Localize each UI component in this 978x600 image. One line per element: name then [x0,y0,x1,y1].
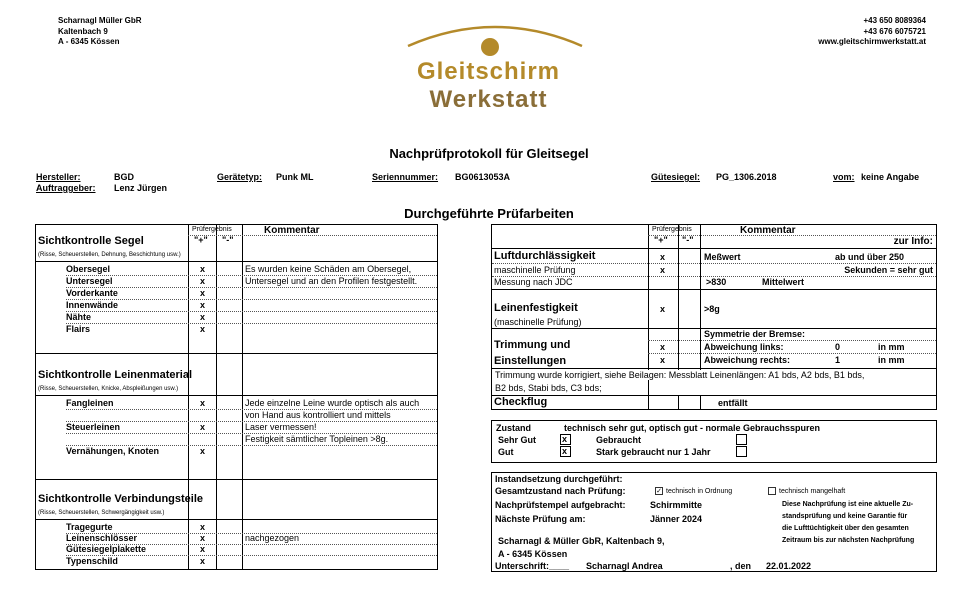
plus-header: "+" [194,235,208,245]
abw-rechts-value: 1 [835,355,841,365]
verb-row-label: Typenschild [66,556,118,566]
segel-row-label: Flairs [66,324,91,334]
company-contact [818,16,926,48]
luft-sub-2: Messung nach JDC [494,277,573,287]
verbindung-subtitle: (Risse, Scheuerstellen, Schwergängigkeit usw.) [38,510,165,516]
plus-header: "+" [654,235,668,245]
leinen-row-comment: Jede einzelne Leine wurde optisch als auch [245,398,420,408]
den-label: , den [730,561,752,571]
kommentar-header: Kommentar [264,225,320,236]
segel-row-label: Innenwände [66,300,119,310]
trim-plus-2: x [660,355,666,365]
minus-header: "-" [222,235,234,245]
segel-subtitle: (Risse, Scheuerstellen, Dehnung, Beschichtung usw.) [38,252,181,258]
right-check-table [491,224,937,410]
leinen-subtitle: (Risse, Scheuerstellen, Knicke, Abspleißungen usw.) [38,386,179,392]
vom-label: vom: [833,172,855,182]
logo-glider-icon [400,14,590,64]
leinen-row-label: Fangleinen [66,398,114,408]
leinen-row-plus: x [200,422,206,432]
leinen-row-comment: von Hand aus kontrolliert und mittels [245,410,391,420]
gesamtzustand-label: Gesamtzustand nach Prüfung: [495,486,626,496]
trim-plus-1: x [660,342,666,352]
abw-links-label: Abweichung links: [704,342,784,352]
geraetetyp-label: Gerätetyp: [217,172,263,182]
kommentar-header: Kommentar [740,225,796,236]
seriennummer-value: BG0613053A [455,172,511,182]
stark-gebraucht-label: Stark gebraucht nur 1 Jahr [596,447,711,457]
gut-label: Gut [498,447,514,457]
meta-block [36,172,81,182]
company-street: Kaltenbach 9 [58,26,108,36]
unterschrift-name: Scharnagl Andrea [586,561,663,571]
luft-plus: x [660,252,666,262]
sehr-gut-checkbox: x [560,434,571,445]
ok-option [655,487,732,495]
segel-row-plus: x [200,300,206,310]
address-1: Scharnagl & Müller GbR, Kaltenbach 9, [498,536,665,546]
bad-checkbox [768,487,776,495]
company-city: A - 6345 Kössen [58,37,120,46]
gebraucht-checkbox [736,434,747,445]
luft-value: >830 [706,277,727,287]
zur-info-header: zur Info: [893,236,933,247]
guetesiegel-value: PG_1306.2018 [716,172,777,182]
verb-row-label: Tragegurte [66,522,113,532]
hersteller-label: Hersteller: [36,172,81,182]
bad-label: technisch mangelhaft [779,487,846,495]
luft-info-1: ab und über 250 [835,252,905,262]
segel-row-label: Vorderkante [66,288,118,298]
luft-plus-2: x [660,265,666,275]
trim-note-2: B2 bds, Stabi bds, C3 bds; [495,383,602,393]
segel-row-comment: Es wurden keine Schäden am Obersegel, [245,264,412,274]
address-2: A - 6345 Kössen [498,549,568,559]
hersteller-value: BGD [114,172,134,182]
luft-sub-1: maschinelle Prüfung [494,265,576,275]
guetesiegel-label: Gütesiegel: [651,172,701,182]
website: www.gleitschirmwerkstatt.at [818,37,926,46]
left-check-table [35,224,438,570]
segel-row-comment: Untersegel und an den Profilen festgestellt. [245,276,418,286]
abw-rechts-label: Abweichung rechts: [704,355,791,365]
leinfest-sub: (maschinelle Prüfung) [494,317,582,327]
segel-row-plus: x [200,324,206,334]
sehr-gut-label: Sehr Gut [498,435,537,445]
leinfest-plus: x [660,304,666,314]
auftraggeber-value: Lenz Jürgen [114,183,168,193]
footer-box [491,472,937,572]
verbindung-title: Sichtkontrolle Verbindungsteile [38,493,204,505]
pruefergebnis-header: Prüfergebnis [192,226,232,233]
segel-row-label: Untersegel [66,276,113,286]
note-2: standsprüfung und keine Garantie für [782,513,908,520]
stempel-value: Schirmmitte [650,500,703,510]
leinen-row-plus: x [200,446,206,456]
leinen-row-label: Vernähungen, Knoten [66,446,160,456]
luft-meßwert: Meßwert [704,252,741,262]
company-name: Scharnagl Müller GbR [58,16,142,25]
leinen-row-plus: x [200,398,206,408]
leinfest-value: >8g [704,304,720,314]
instandsetzung-label: Instandsetzung durchgeführt: [495,474,623,484]
segel-row-plus: x [200,288,206,298]
verb-row-plus: x [200,556,206,566]
luft-info-2: Sekunden = sehr gut [844,265,933,275]
company-address [58,16,142,48]
note-4: Zeitraum bis zur nächsten Nachprüfung [782,537,915,544]
phone-1: +43 650 8089364 [863,16,926,25]
luft-mittelwert: Mittelwert [762,277,805,287]
ok-label: technisch in Ordnung [666,487,733,495]
verb-row-plus: x [200,544,206,554]
zustand-label: Zustand [496,423,531,433]
leinen-row-comment: Festigkeit sämtlicher Topleinen >8g. [245,434,389,444]
verb-row-plus: x [200,533,206,543]
geraetetyp-value: Punk ML [276,172,314,182]
trim-title-1: Trimmung und [494,339,571,351]
checkflug-title: Checkflug [494,396,548,408]
note-3: die Lufttüchtigkeit über den gesamten [782,525,909,532]
date-value: 22.01.2022 [766,561,812,571]
unterschrift-label: Unterschrift:____ [495,561,570,571]
naechste-label: Nächste Prüfung am: [495,514,586,524]
segel-row-label: Nähte [66,312,92,322]
pruefergebnis-header: Prüfergebnis [652,226,692,233]
luft-title: Luftdurchlässigkeit [494,250,596,262]
verb-row-label: Leinenschlösser [66,533,138,543]
verb-row-label: Gütesiegelplakette [66,544,147,554]
zustand-box [491,420,937,463]
bad-option [768,487,845,495]
phone-2: +43 676 6075721 [863,26,926,36]
ok-checkbox: ✓ [656,488,662,495]
abw-links-value: 0 [835,342,841,352]
leinen-row-label: Steuerleinen [66,422,121,432]
trim-note-1: Trimmung wurde korrigiert, siehe Beilagen: Messblatt Leinenlängen: A1 bds, A2 bds, B1 bds, [495,370,934,380]
stark-gebraucht-checkbox [736,446,747,457]
abw-links-unit: in mm [878,342,905,352]
verb-row-plus: x [200,522,206,532]
segel-title: Sichtkontrolle Segel [38,235,144,247]
segel-row-label: Obersegel [66,264,111,274]
note-1: Diese Nachprüfung ist eine aktuelle Zu- [782,501,914,508]
leinfest-title: Leinenfestigkeit [494,302,578,314]
gut-checkbox: x [560,446,571,457]
gebraucht-label: Gebraucht [596,435,642,445]
trim-title-2: Einstellungen [494,355,567,367]
auftraggeber-label: Auftraggeber: [36,183,96,193]
bremse-label: Symmetrie der Bremse: [704,329,806,339]
leinen-row-comment: Laser vermessen! [245,422,317,432]
segel-row-plus: x [200,264,206,274]
leinen-title: Sichtkontrolle Leinenmaterial [38,369,193,381]
segel-row-plus: x [200,312,206,322]
seriennummer-label: Seriennummer: [372,172,439,182]
vom-value: keine Angabe [861,172,920,182]
logo-word-gleitschirm: Gleitschirm [416,58,561,85]
zustand-desc: technisch sehr gut, optisch gut - normale Gebrauchsspuren [564,423,821,433]
logo-word-werkstatt: Werkstatt [429,86,548,113]
checkflug-value: entfällt [718,398,748,408]
abw-rechts-unit: in mm [878,355,905,365]
document-title: Nachprüfprotokoll für Gleitsegel [389,146,589,161]
segel-row-plus: x [200,276,206,286]
stempel-label: Nachprüfstempel aufgebracht: [495,500,626,510]
section-title: Durchgeführte Prüfarbeiten [404,206,574,221]
naechste-value: Jänner 2024 [650,514,703,524]
verb-row-comment: nachgezogen [245,533,300,543]
minus-header: "-" [682,235,694,245]
